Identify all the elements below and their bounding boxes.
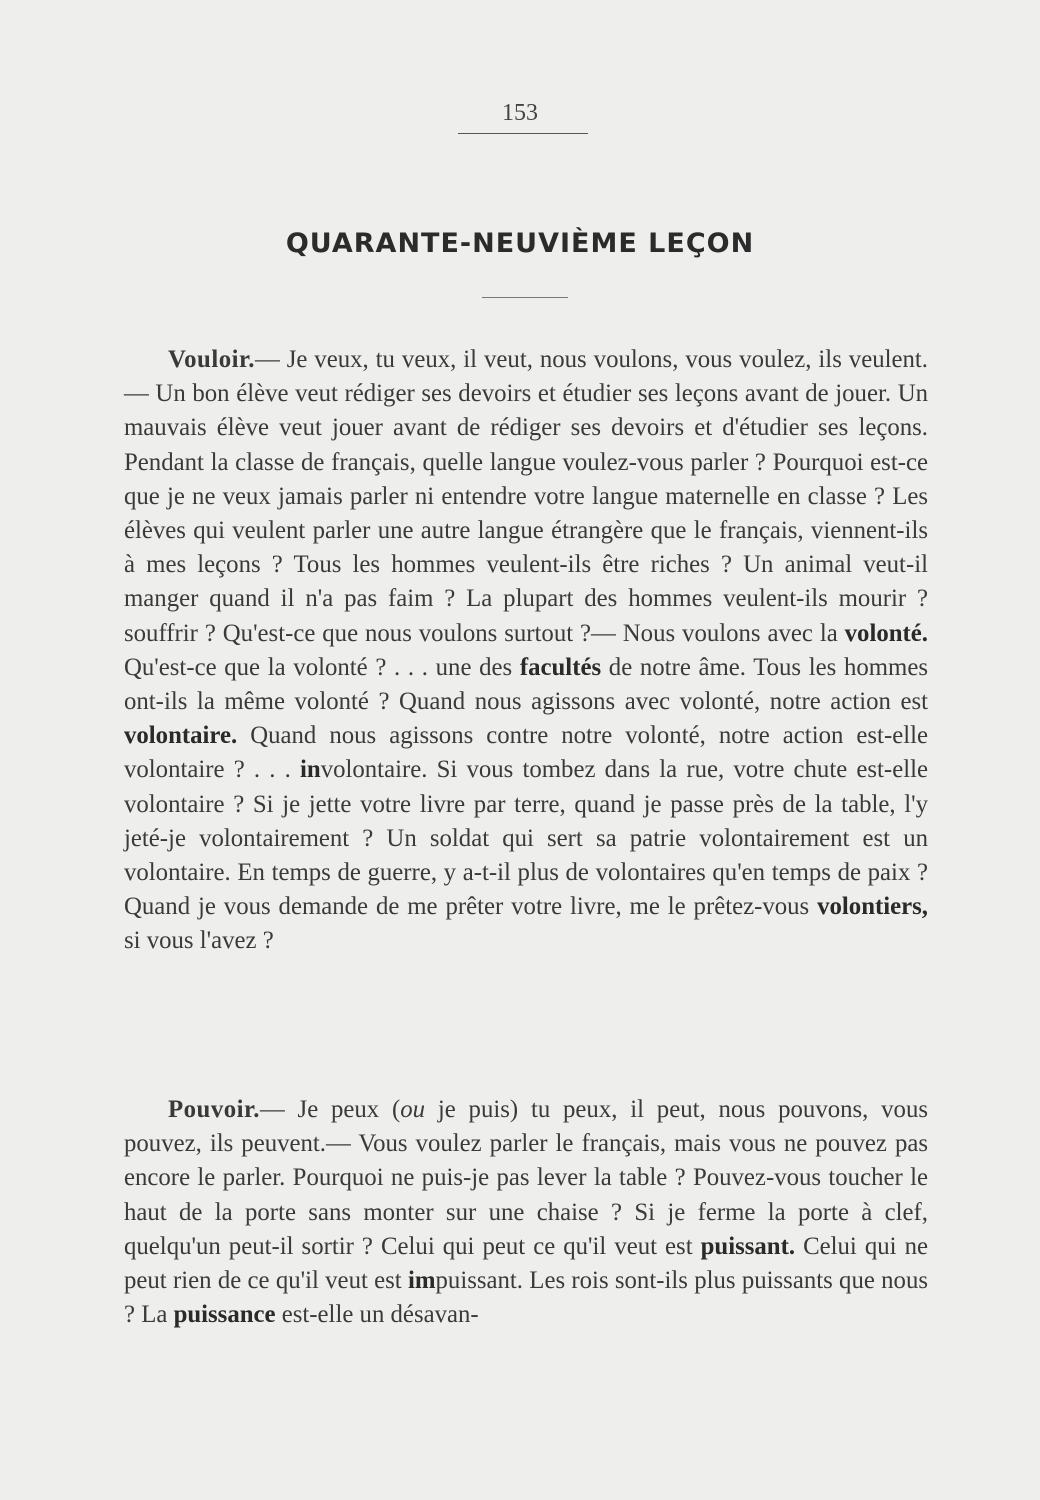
text-run: puissant. Les rois sont-ils plus puissants que nous ? La xyxy=(124,1267,928,1329)
page-number: 153 xyxy=(502,100,538,126)
paragraph-pouvoir xyxy=(124,1093,928,1332)
bold-term: volontaire. xyxy=(124,722,238,750)
text-run: Quand nous agissons contre notre volonté, notre action est-elle volontaire ? . . . xyxy=(124,722,928,784)
bold-term: in xyxy=(300,756,321,784)
bold-term: volontiers, xyxy=(817,893,928,921)
text-run: — Je veux, tu veux, il veut, nous voulons, vous voulez, ils veulent.— Un bon élève veut rédiger ses devoirs et étudier ses leçons avant de jouer. Un mauvais élève veut jouer avant de rédiger ses devoirs et d'étudier ses leçons. Pendant la classe de français, quelle langue voulez-vous parler ? Pourquoi est-ce que je ne veux jamais parler ni entendre votre langue maternelle en classe ? Les élèves qui veulent parler une autre langue étrangère que le français, viennent-ils à mes leçons ? Tous les hommes veulent-ils être riches ? Un animal veut-il manger quand il n'a pas faim ? La plupart des hommes veulent-ils mourir ? souffrir ? Qu'est-ce que nous voulons surtout ?— Nous voulons avec la xyxy=(124,346,928,647)
text-run: est-elle un désavan- xyxy=(275,1301,479,1329)
text-run: si vous l'avez ? xyxy=(124,927,274,955)
bold-term: volonté. xyxy=(844,619,928,647)
bold-term: puissant. xyxy=(700,1232,796,1260)
paragraph-vouloir xyxy=(124,343,928,959)
title-rule xyxy=(482,297,568,298)
bold-term: im xyxy=(407,1267,436,1295)
term-pouvoir: Pouvoir. xyxy=(168,1096,260,1123)
text-run: volontaire. Si vous tombez dans la rue, votre chute est-elle volontaire ? Si je jette votre livre par terre, quand je passe près de la table, l'y jeté-je volontairement ? Un soldat qui sert sa patrie volontairement est un volontaire. En temps de guerre, y a-t-il plus de volontaires qu'en temps de paix ? Quand je vous demande de me prêter votre livre, me le prêtez-vous xyxy=(124,756,928,921)
header-rule xyxy=(458,133,588,134)
bold-term: facultés xyxy=(519,653,602,681)
text-run: Qu'est-ce que la volonté ? . . . une des xyxy=(124,653,520,681)
bold-term: puissance xyxy=(173,1301,276,1329)
text-run: de notre âme. Tous les hommes ont-ils la même volonté ? Quand nous agissons avec volonté, notre action est xyxy=(124,653,928,716)
text-run: — Je peux ( xyxy=(259,1096,401,1123)
lesson-title: QUARANTE-NEUVIÈME LEÇON xyxy=(285,228,755,259)
text-run: Celui qui ne peut rien de ce qu'il veut est xyxy=(124,1232,928,1295)
term-vouloir: Vouloir. xyxy=(168,346,255,373)
text-run: je puis) tu peux, il peut, nous pouvons, vous pouvez, ils peuvent.— Vous voulez parler le français, mais vous ne pouvez pas encore le parler. Pourquoi ne puis-je pas lever la table ? Pouvez-vous toucher le haut de la porte sans monter sur une chaise ? Si je ferme la porte à clef, quelqu'un peut-il sortir ? Celui qui peut ce qu'il veut est xyxy=(124,1096,929,1260)
italic-word: ou xyxy=(400,1096,426,1123)
